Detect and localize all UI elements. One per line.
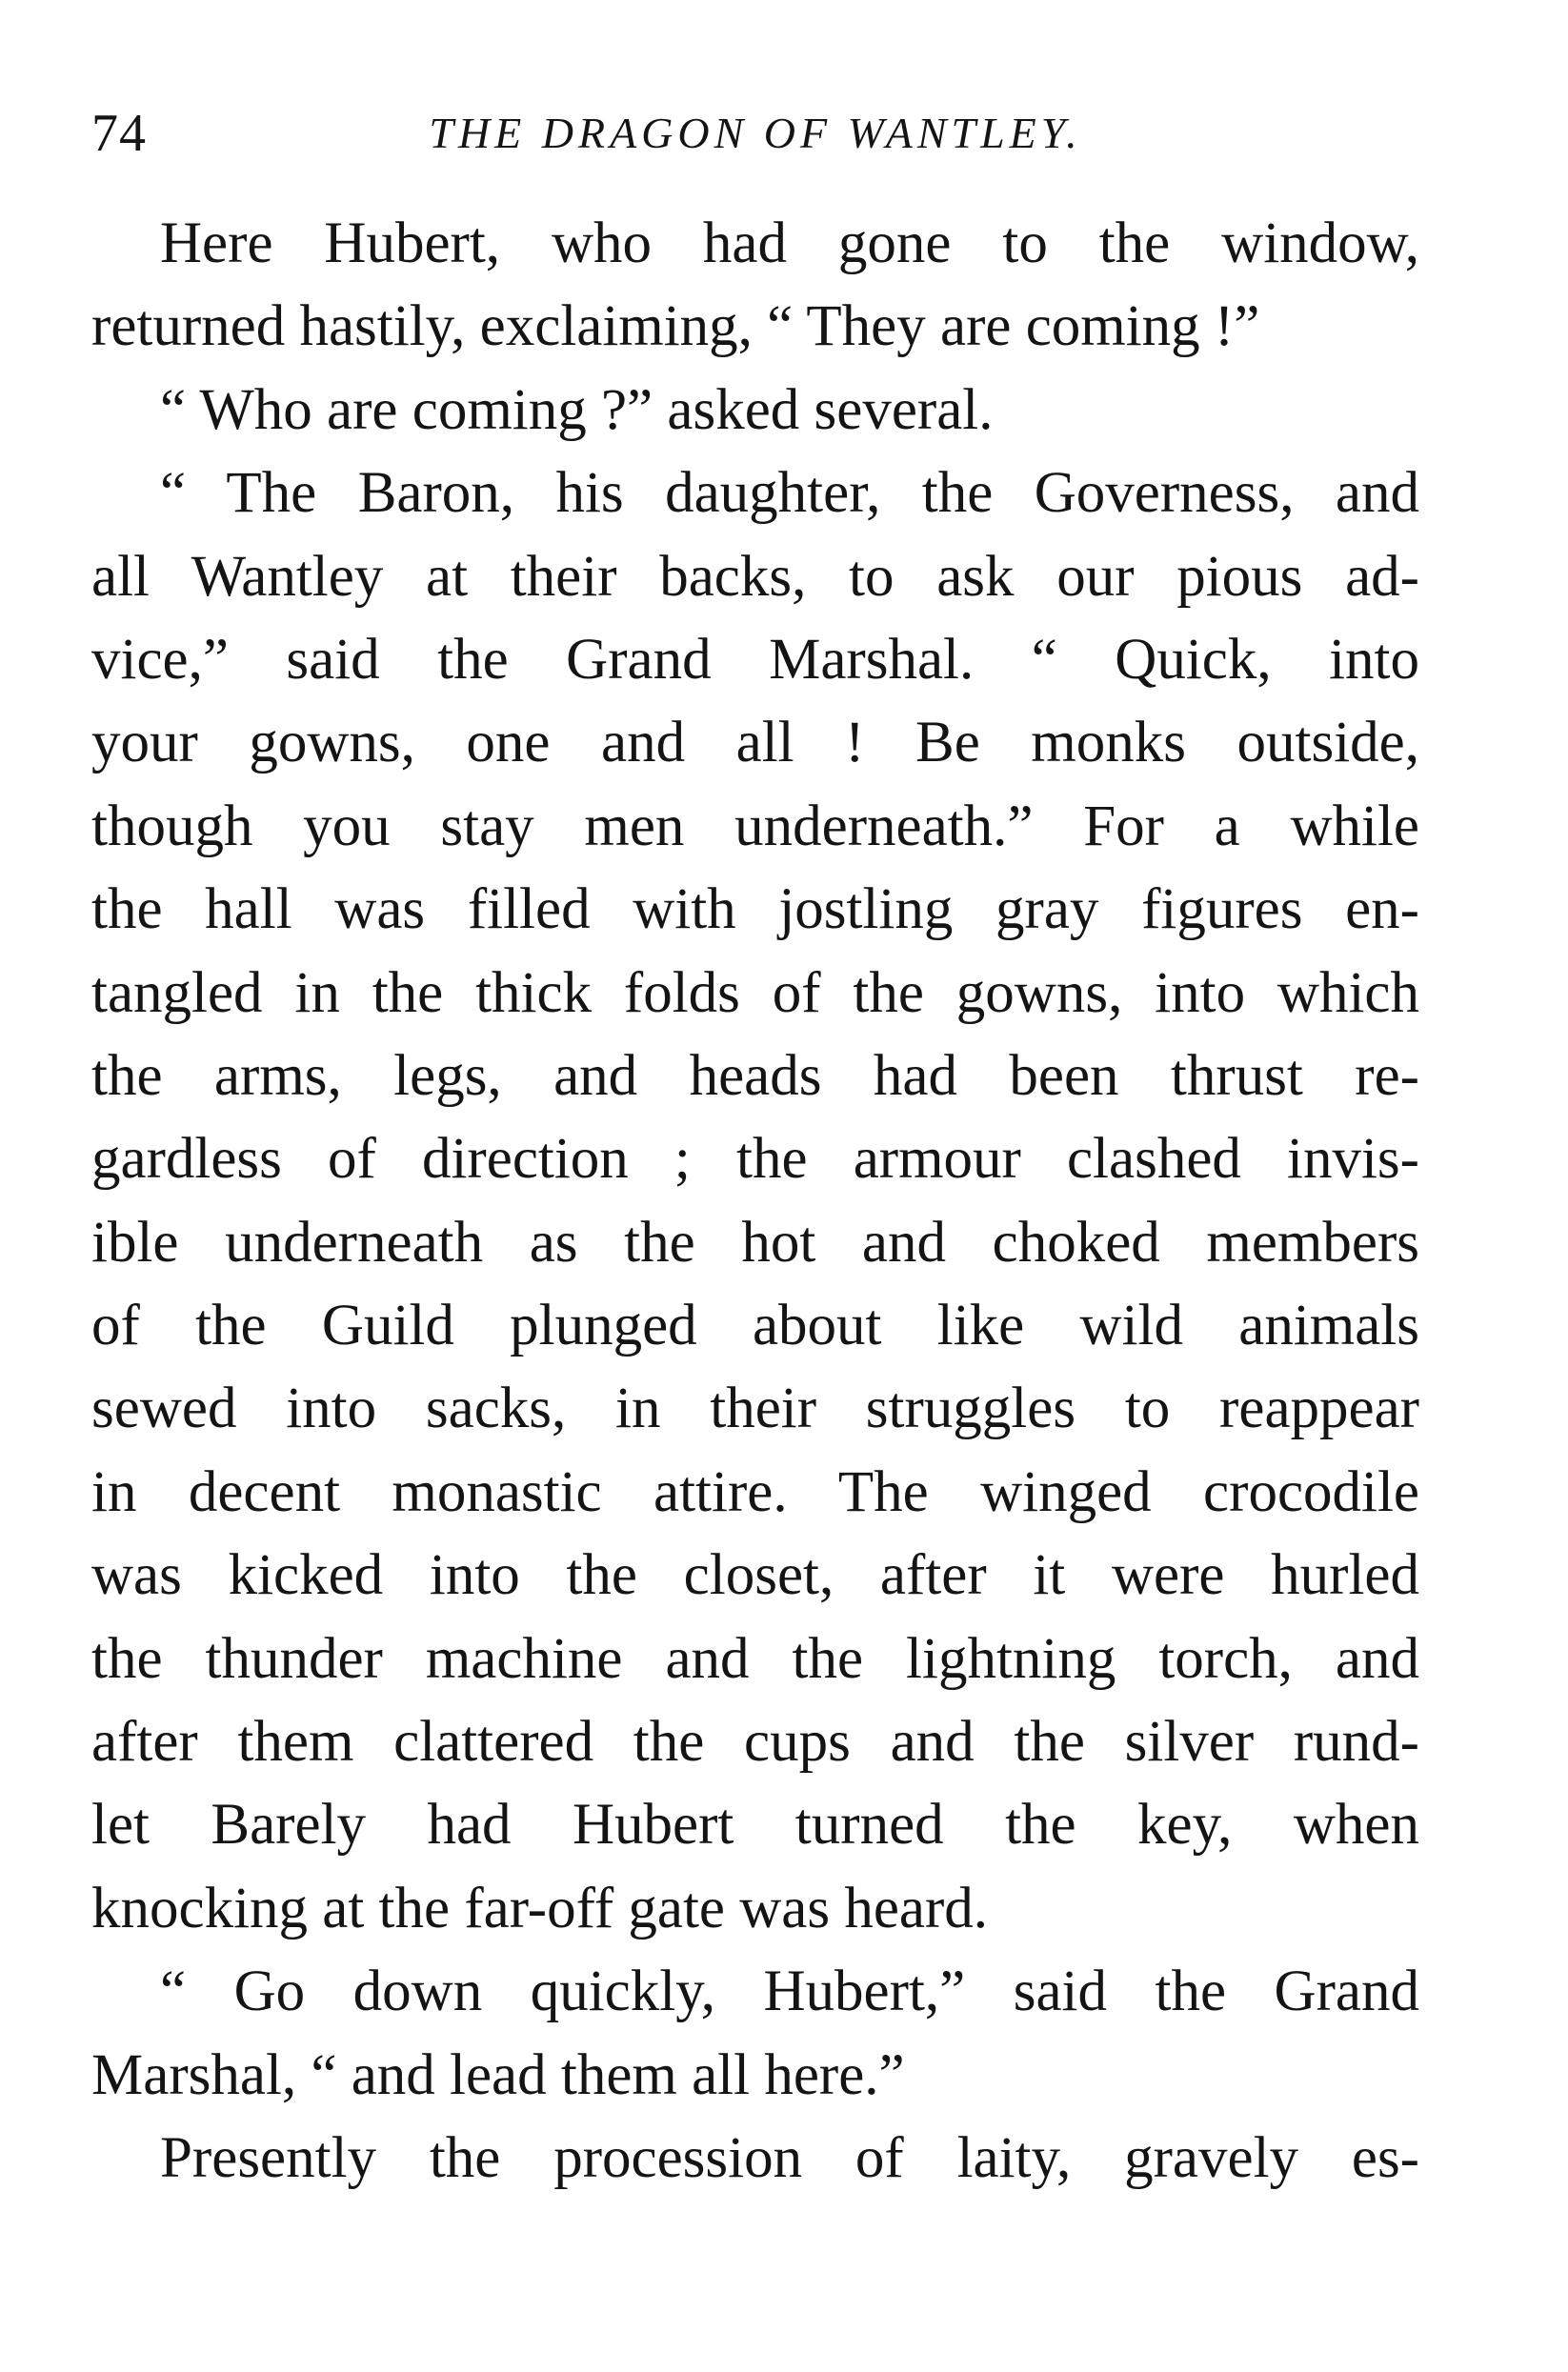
text-line: after them clattered the cups and the silver rund- — [91, 1710, 1419, 1775]
text-line: ible underneath as the hot and choked members — [91, 1210, 1419, 1275]
text-line: “ The Baron, his daughter, the Governess, and — [160, 461, 1419, 526]
text-line: gardless of direction ; the armour clashed invis- — [91, 1127, 1419, 1192]
text-line: of the Guild plunged about like wild animals — [91, 1294, 1419, 1358]
text-line: let Barely had Hubert turned the key, when — [91, 1793, 1419, 1858]
text-line: knocking at the far-off gate was heard. — [91, 1876, 989, 1940]
text-line: the hall was filled with jostling gray figures en- — [91, 877, 1419, 942]
page-number: 74 — [91, 104, 147, 163]
running-head: THE DRAGON OF WANTLEY. — [429, 109, 1082, 157]
text-line: “ Who are coming ?” asked several. — [160, 377, 994, 442]
text-line: your gowns, one and all ! Be monks outside, — [91, 711, 1419, 775]
text-line: was kicked into the closet, after it were hurled — [91, 1543, 1419, 1608]
page-header — [91, 100, 1419, 167]
text-line: Presently the procession of laity, gravely es- — [160, 2125, 1419, 2190]
text-line: tangled in the thick folds of the gowns, into which — [91, 960, 1419, 1025]
text-line: sewed into sacks, in their struggles to reappear — [91, 1377, 1419, 1441]
text-line: all Wantley at their backs, to ask our pious ad- — [91, 544, 1419, 609]
text-line: vice,” said the Grand Marshal. “ Quick, into — [91, 627, 1419, 692]
text-line: the thunder machine and the lightning torch, and — [91, 1626, 1419, 1691]
text-line: Here Hubert, who had gone to the window, — [160, 211, 1419, 275]
text-line: returned hastily, exclaiming, “ They are coming !” — [91, 294, 1260, 359]
body-text — [91, 202, 1419, 2200]
text-line: though you stay men underneath.” For a while — [91, 794, 1419, 858]
text-line: the arms, legs, and heads had been thrust re- — [91, 1043, 1419, 1108]
text-line: in decent monastic attire. The winged crocodile — [91, 1459, 1419, 1524]
text-line: Marshal, “ and lead them all here.” — [91, 2042, 905, 2107]
text-line: “ Go down quickly, Hubert,” said the Grand — [160, 1960, 1419, 2024]
